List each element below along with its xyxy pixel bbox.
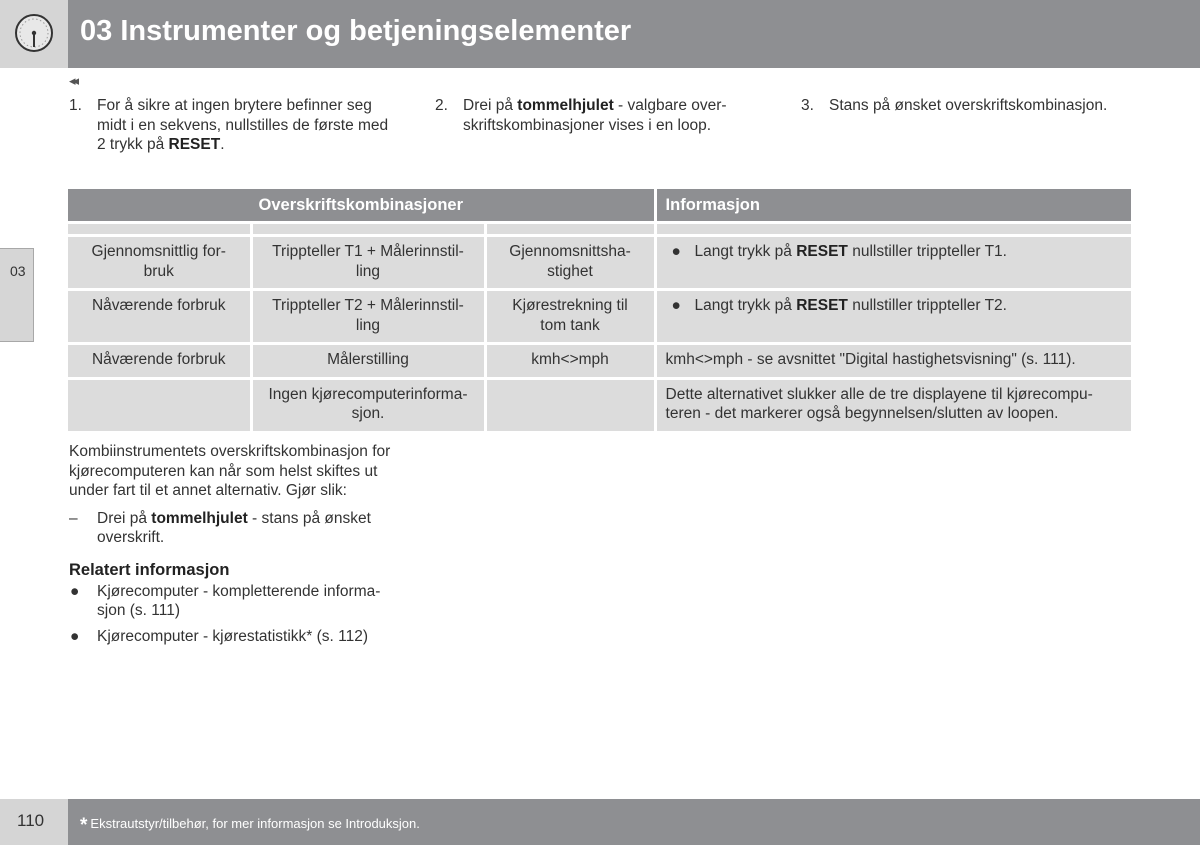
table-info-cell	[655, 236, 1131, 290]
bullet-icon: ●	[70, 582, 80, 600]
dash-text: - stans på ønsket overskrift.	[97, 509, 371, 546]
table-cell: Trippteller T1 + Målerinnstil- ling	[251, 236, 485, 290]
info-keyword: RESET	[796, 297, 848, 314]
step-number: 2.	[435, 97, 448, 114]
table-info-cell: Dette alternativet slukker alle de tre displayene til kjørecompu- teren - det markerer også begynnelsen/slutten av loopen.	[655, 378, 1131, 432]
dash-text: Drei på	[97, 509, 152, 527]
info-text: Langt trykk på	[694, 243, 797, 260]
table-cell	[485, 378, 655, 432]
page-number: 110	[17, 811, 45, 830]
table-cell: Nåværende forbruk	[68, 344, 251, 379]
table-cell: Kjørestrekning til tom tank	[485, 290, 655, 344]
table-header-row	[68, 189, 1131, 223]
step-1	[69, 96, 389, 155]
info-keyword: RESET	[796, 243, 848, 260]
related-info-section	[69, 561, 409, 652]
table-spacer-row	[68, 223, 1131, 236]
table-cell: Målerstilling	[251, 344, 485, 379]
bullet-icon: ●	[671, 243, 681, 260]
info-text: Langt trykk på	[694, 297, 797, 314]
dash-keyword: tommelhjulet	[151, 509, 248, 527]
table-cell: Gjennomsnittsha- stighet	[485, 236, 655, 290]
page-number-box	[0, 799, 68, 845]
step-keyword: tommelhjulet	[517, 97, 614, 114]
page-header	[0, 0, 1200, 68]
table-cell	[68, 378, 251, 432]
bullet-icon: ●	[70, 627, 80, 645]
asterisk-icon: *	[80, 815, 88, 836]
related-link-text[interactable]: Kjørecomputer - kjørestatistikk* (s. 112)	[97, 627, 369, 645]
chapter-side-tab	[0, 248, 34, 342]
step-text: - valgbare over- skriftskombinasjoner vises i en loop.	[463, 97, 727, 134]
table-row	[68, 344, 1131, 379]
info-text: nullstiller trippteller T2.	[847, 297, 1007, 314]
table-cell: Nåværende forbruk	[68, 290, 251, 344]
table-cell: Gjennomsnittlig for- bruk	[68, 236, 251, 290]
gauge-icon	[14, 13, 54, 53]
table-row	[68, 236, 1131, 290]
table-cell: Trippteller T2 + Målerinnstil- ling	[251, 290, 485, 344]
table-cell: kmh<>mph	[485, 344, 655, 379]
combination-table	[68, 189, 1131, 434]
step-text: .	[220, 136, 225, 153]
bullet-icon: ●	[671, 297, 681, 314]
chapter-number: 03	[10, 263, 26, 279]
step-text: Drei på	[463, 97, 518, 114]
step-text: For å sikre at ingen brytere befinner seg midt i en sekvens, nullstilles de første med 2 trykk på	[97, 97, 389, 153]
table-header-combinations: Overskriftskombinasjoner	[68, 189, 655, 223]
body-paragraph: Kombiinstrumentets overskriftskombinasjon for kjørecomputeren kan når som helst skiftes ut under fart til et annet alternativ. Gjør slik:	[69, 443, 391, 499]
related-heading: Relatert informasjon	[69, 561, 230, 579]
table-row	[68, 290, 1131, 344]
footer-note-text: Ekstrautstyr/tilbehør, for mer informasjon se Introduksjon.	[90, 816, 420, 831]
step-number: 1.	[69, 97, 82, 114]
step-keyword: RESET	[168, 136, 221, 153]
continued-marker-icon: ◂◂	[69, 73, 77, 88]
dash-list-item	[69, 509, 409, 548]
table-info-cell	[655, 290, 1131, 344]
dash-marker: –	[69, 509, 78, 527]
info-text: nullstiller trippteller T1.	[847, 243, 1007, 260]
page-title: 03 Instrumenter og betjeningselementer	[80, 15, 632, 47]
header-icon-box	[0, 0, 68, 68]
step-3	[801, 96, 1141, 116]
table-row	[68, 378, 1131, 432]
related-link-item[interactable]	[69, 627, 409, 647]
related-link-text[interactable]: Kjørecomputer - kompletterende informa- sjon (s. 111)	[97, 582, 381, 619]
step-2	[435, 96, 755, 135]
footer-note	[80, 812, 420, 834]
table-header-info: Informasjon	[655, 189, 1131, 223]
table-cell: Ingen kjørecomputerinforma- sjon.	[251, 378, 485, 432]
body-section	[69, 442, 409, 548]
step-text: Stans på ønsket overskriftskombinasjon.	[829, 97, 1108, 114]
table-info-cell: kmh<>mph - se avsnittet "Digital hastighetsvisning" (s. 111).	[655, 344, 1131, 379]
step-number: 3.	[801, 97, 814, 114]
related-link-item[interactable]	[69, 582, 409, 621]
